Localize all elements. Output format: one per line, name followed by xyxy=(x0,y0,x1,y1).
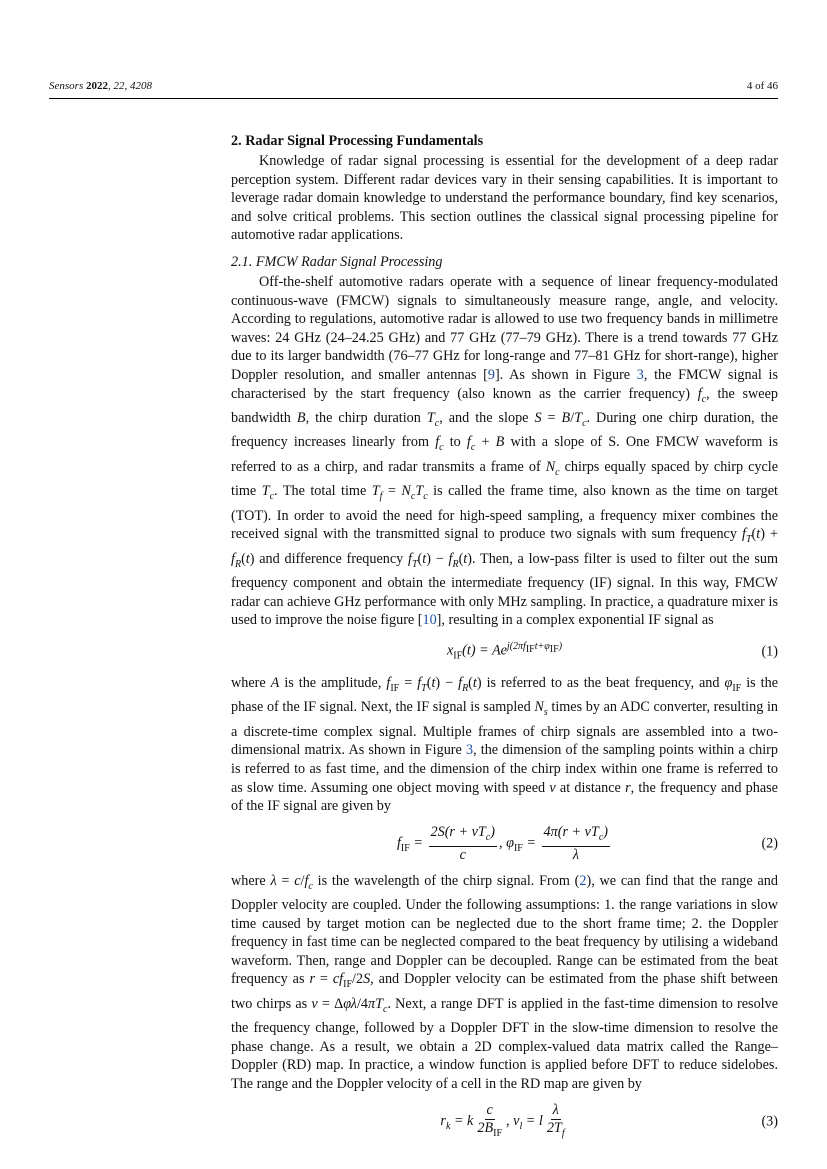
figure-link[interactable]: 3 xyxy=(636,366,644,383)
page-number: 4 of 46 xyxy=(746,80,778,92)
fmcw-paragraph: Off-the-shelf automotive radars operate with a sequence of linear frequency-modulated continuous-wave (FMCW) signals to simultaneously measure range, angle, and velocity. According to regulations, automotive radar is allowed to use two frequency bands in millimetre waves: 24 GHz (24–24.25 GHz) and 77 GHz (77–79 GHz). There is a trend towards 77 GHz due to its larger bandwidth (76–77 GHz for long-range and 77–81 GHz for short-range), higher Doppler resolution, and smaller antennas [9]. As shown in Figure 3, the FMCW signal is characterised by the start frequency (also known as the carrier frequency) $f_c$, the sweep bandwidth B, the chirp duration $T_c$, and the slope $S = B/T_c$. During one chirp duration, the frequency increases linearly from $f_c$ to $f_c + B$ with a slope of S. One FMCW waveform is referred to as a chirp, and radar transmits a frame of $N_c$ chirps equally spaced by chirp cycle time $T_c$. The total time $T_f = N_cT_c$ is called the frame time, also known as the time on target (TOT). In order to avoid the need for high-speed sampling, a frequency mixer combines the received signal with the transmitted signal to produce two signals with sum frequency $f_T(t) + f_R(t)$ and difference frequency $f_T(t) - f_R(t)$. Then, a low-pass filter is used to filter out the sum frequency component and obtain the intermediate frequency (IF) signal. In this way, FMCW radar can achieve GHz performance with only MHz sampling. In practice, a quadrature mixer is used to improve the noise figure [10], resulting in a complex exponential IF signal as xyxy=(231,273,778,629)
section-intro-paragraph: Knowledge of radar signal processing is essential for the development of a deep radar perception system. Different radar devices vary in their sensing capabilities. It is important to leverage radar domain knowledge to understand the performance boundary, find key scenarios, and solve critical problems. This section outlines the classical signal processing pipeline for automotive radar applications. xyxy=(231,153,778,244)
equation-number: (2) xyxy=(761,835,778,852)
journal-volume: , 22, 4208 xyxy=(107,80,152,92)
header-rule xyxy=(49,98,778,99)
range-doppler-paragraph: where $\lambda = c/f_c$ is the wavelength of the chirp signal. From (2), we can find that the range and Doppler velocity are coupled. Under the following assumptions: 1. the range variations in slow time caused by target motion can be neglected due to the short frame time; 2. the Doppler frequency in fast time can be neglected compared to the beat frequency by utilising a wideband waveform. Then, range and Doppler can be decoupled. Range can be estimated from the beat frequency as $r = cf_{IF}/2S$, and Doppler velocity can be estimated from the phase shift between two chirps as v = Δφλ/$4\pi T_c$. Next, a range DFT is applied in the fast-time dimension to resolve the frequency change, followed by a Doppler DFT in the slow-time dimension to resolve the phase change. As a result, we obtain a 2D complex-valued data matrix called the Range–Doppler (RD) map. In practice, a window function is applied before DFT to reduce sidelobes. The range and the Doppler velocity of a cell in the RD map are given by xyxy=(231,872,779,1093)
page-header xyxy=(49,76,778,96)
citation-link[interactable]: 10 xyxy=(422,612,437,629)
article-body xyxy=(231,131,778,1150)
figure-link[interactable]: 3 xyxy=(465,742,474,759)
subsection-title: 2.1. FMCW Radar Signal Processing xyxy=(231,253,443,270)
equation-2: $f_{IF}$ = $\frac{2S(r + vT_c)}{c}$ , $\varphi_{IF}$ = $\frac{4\pi(r + vT_c)}{\lambda}$ (2) xyxy=(396,823,778,863)
equation-1: $x_{IF}(t) = Ae^{j(2\pi f_{IF}t+\varphi_{IF})}$ (1) xyxy=(446,640,778,662)
journal-citation xyxy=(49,80,152,92)
if-signal-paragraph: where A is the amplitude, $f_{IF} = f_T(t) - f_R(t)$ is referred to as the beat frequency, and $\varphi_{IF}$ is the phase of the IF signal. Next, the IF signal is sampled $N_s$ times by an ADC converter, resulting in a discrete-time complex signal. Multiple frames of chirp signals are assembled into a two-dimensional matrix. As shown in Figure 3, the dimension of the sampling points within a chirp is referred to as fast time, and the dimension of the chirp index within one frame is referred to as slow time. Assuming one object moving with speed v at distance r, the frequency and phase of the IF signal are given by xyxy=(231,675,778,815)
section-title: 2. Radar Signal Processing Fundamentals xyxy=(231,133,484,149)
equation-number: (3) xyxy=(761,1113,778,1130)
equation-link[interactable]: 2 xyxy=(579,872,587,889)
equation-3: $r_k = k$ $\frac{c}{2B_{IF}}$ , $v_l = l$ $\frac{\lambda}{2T_f}$ (3) xyxy=(440,1101,778,1139)
citation-link[interactable]: 9 xyxy=(487,366,495,383)
journal-year: 2022 xyxy=(85,80,108,92)
journal-name: Sensors xyxy=(49,80,84,92)
equation-number: (1) xyxy=(761,643,778,660)
